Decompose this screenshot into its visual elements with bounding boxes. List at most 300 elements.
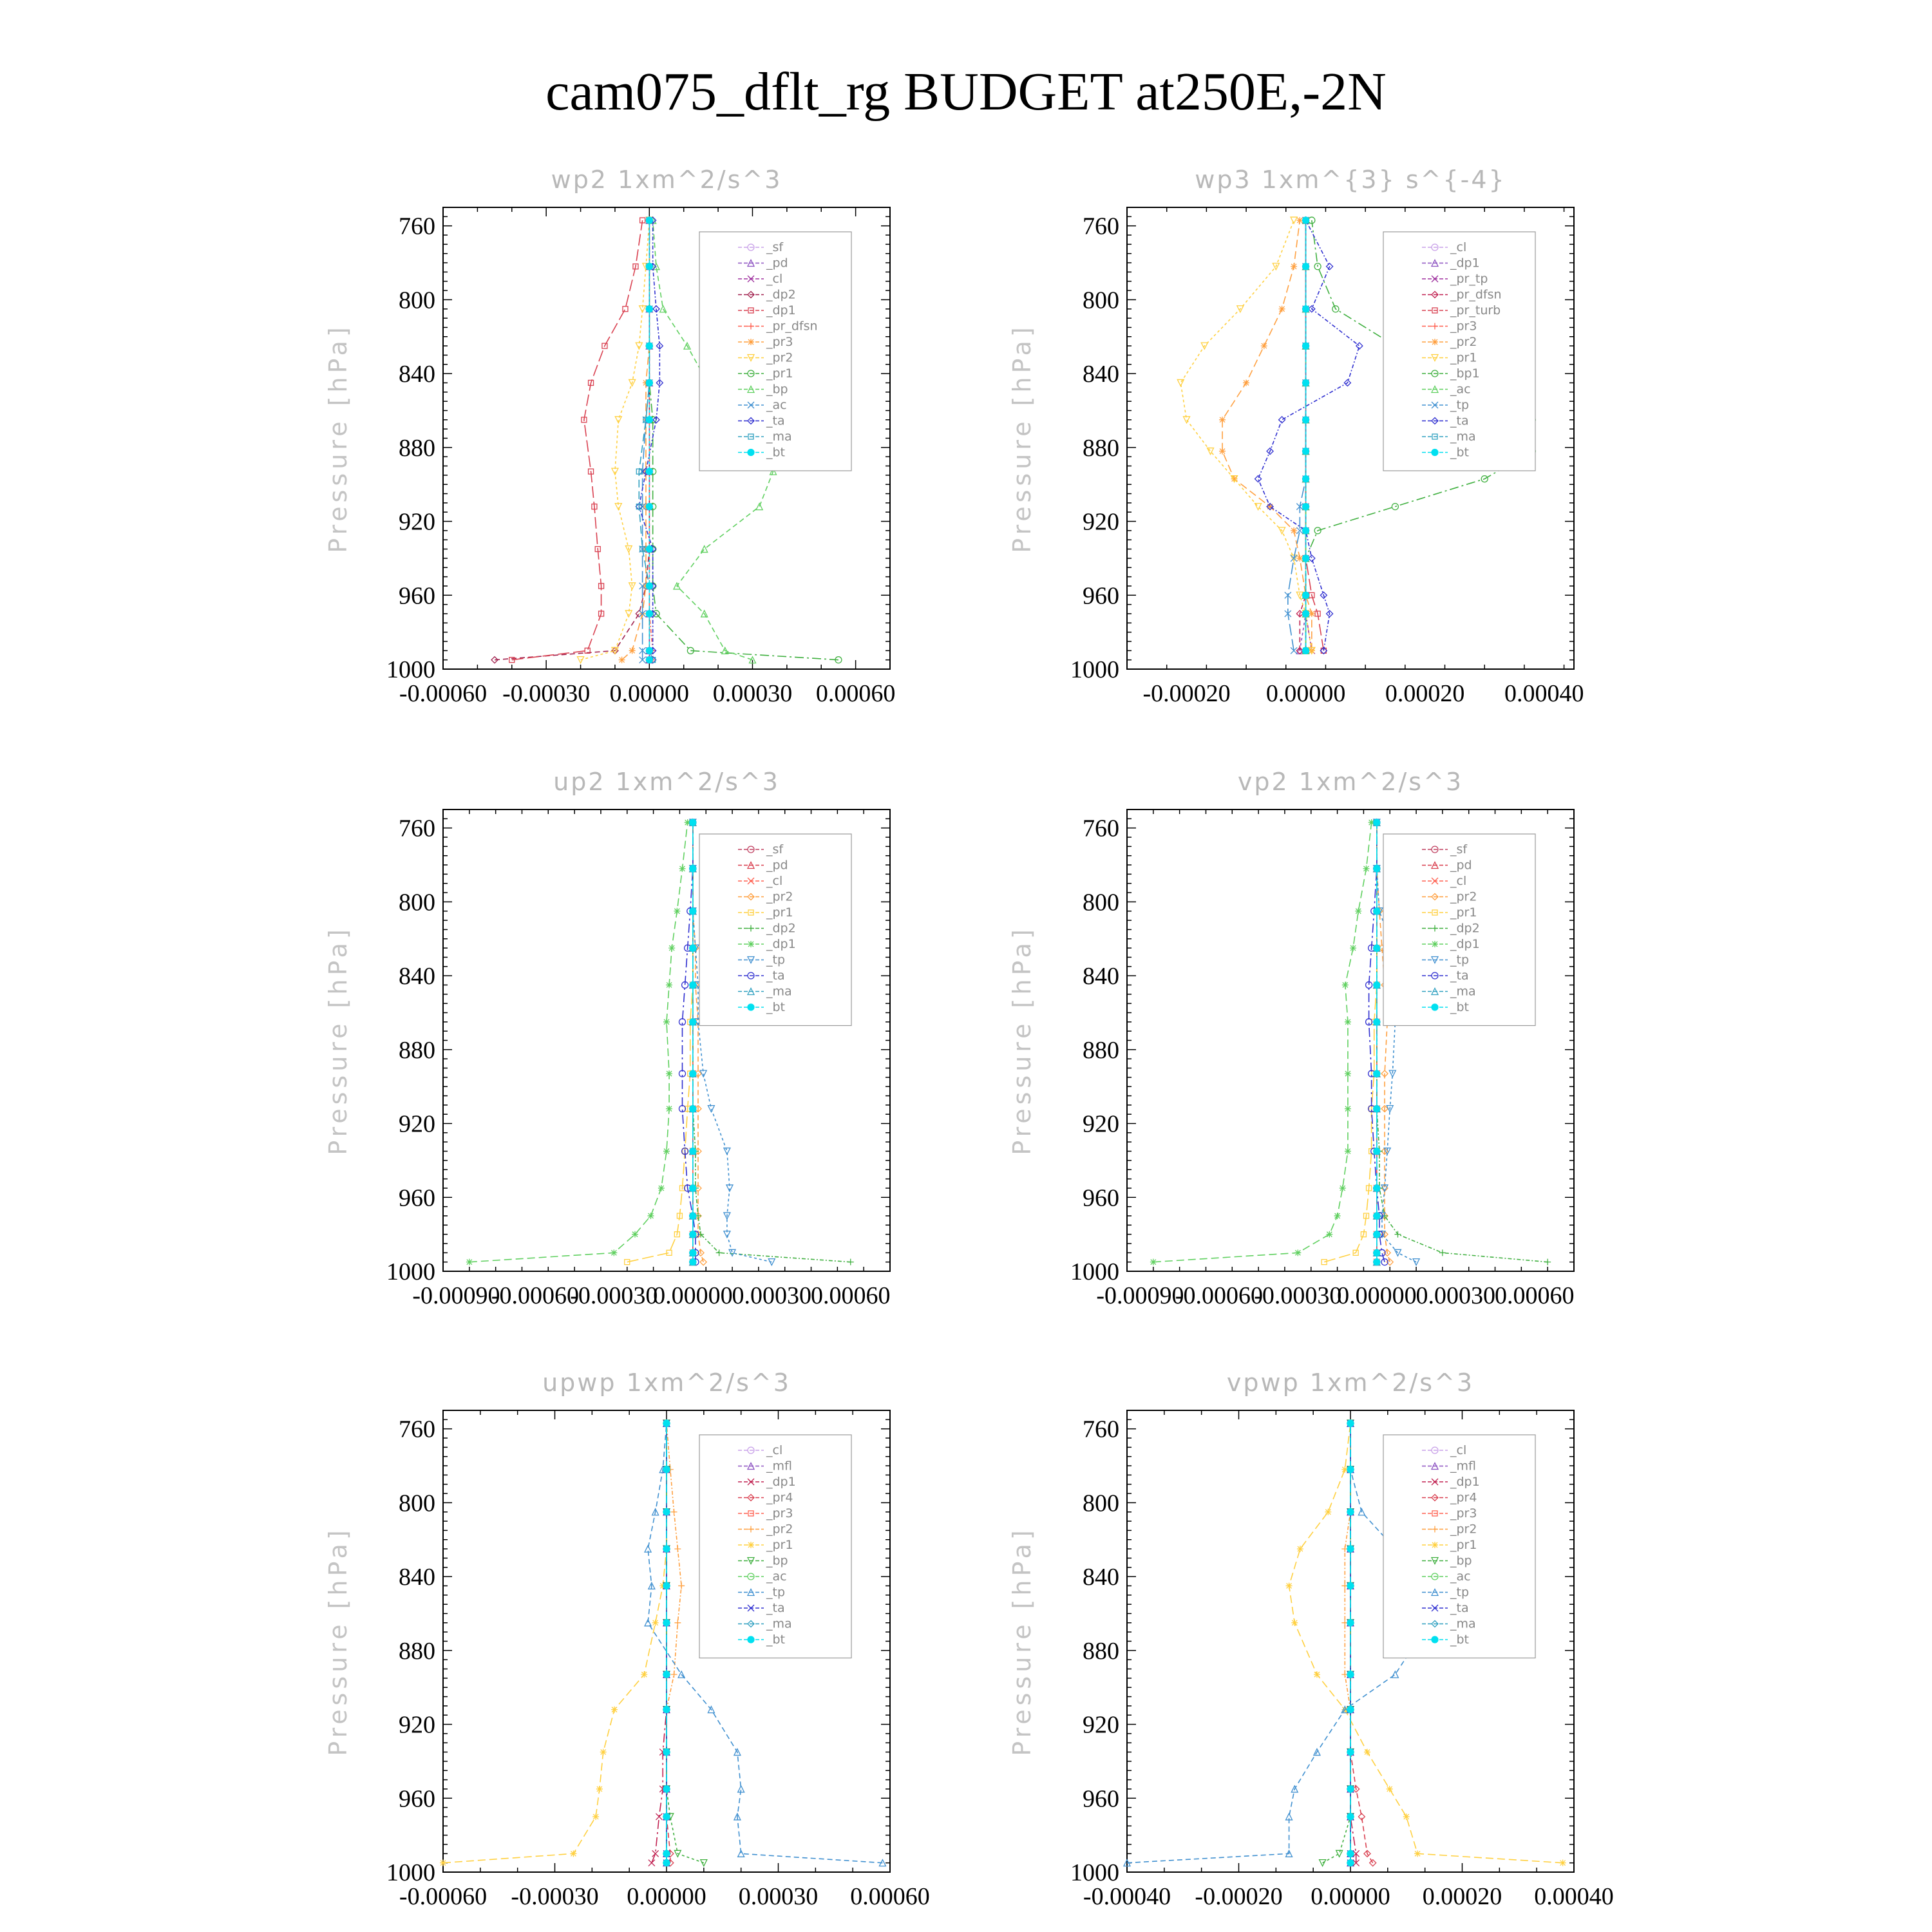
data-point [690, 1259, 696, 1265]
y-tick-label: 840 [399, 1564, 435, 1591]
y-tick-label: 1000 [1070, 656, 1119, 683]
data-point [641, 1671, 647, 1678]
data-point [663, 1420, 670, 1426]
series-line [627, 822, 693, 1262]
data-point [1374, 1249, 1380, 1256]
legend-label: _sf [766, 842, 784, 857]
legend-label: _pr_turb [1450, 303, 1501, 317]
data-point [663, 1620, 670, 1626]
data-point [592, 1814, 599, 1820]
data-point [652, 1620, 659, 1626]
y-tick-label: 880 [399, 1637, 435, 1665]
legend [699, 834, 851, 1026]
legend-label: _tp [766, 952, 786, 967]
legend-label: _sf [1450, 842, 1468, 857]
legend-label: _pr3 [766, 335, 793, 349]
data-point [611, 1707, 618, 1713]
data-point [1303, 448, 1309, 455]
data-point [1374, 1148, 1380, 1155]
data-point [1291, 1620, 1298, 1626]
legend-label: _cl [766, 272, 783, 286]
legend-label: _ac [1450, 382, 1471, 397]
legend-label: _pr1 [1450, 1538, 1477, 1552]
x-tick-label: 0.00030 [732, 1282, 812, 1309]
data-point [748, 1004, 754, 1010]
legend-label: _dp1 [766, 937, 796, 951]
data-point [1347, 1420, 1354, 1426]
x-tick-label: -0.00090 [412, 1282, 500, 1309]
data-point [663, 1582, 670, 1589]
series-pr2 [578, 217, 653, 663]
y-tick-label: 840 [1083, 1564, 1119, 1591]
data-point [716, 1249, 723, 1256]
legend-label: _ta [766, 413, 785, 428]
data-point [1374, 981, 1380, 988]
legend-label: _pr2 [766, 889, 793, 904]
legend-label: _pr4 [766, 1490, 793, 1505]
legend-label: _pr1 [766, 1538, 793, 1552]
data-point [1297, 1546, 1303, 1552]
data-point [690, 1019, 696, 1025]
legend-label: _tp [766, 1585, 786, 1600]
data-point [648, 1213, 654, 1219]
x-tick-label: 0.00020 [1422, 1883, 1502, 1910]
data-point [748, 941, 754, 947]
x-tick-label: 0.00000 [653, 1282, 733, 1309]
y-tick-label: 760 [399, 1416, 435, 1443]
legend-label: _pr4 [1450, 1490, 1477, 1505]
data-point [1303, 417, 1309, 423]
legend-label: _ta [1450, 969, 1469, 983]
legend-label: _pd [766, 858, 788, 873]
data-point [1279, 417, 1285, 423]
panel-title: wp2 1xm^2/s^3 [551, 166, 782, 194]
data-point [690, 1106, 696, 1112]
data-point [1291, 527, 1297, 534]
series-line [1350, 1423, 1356, 1863]
series-line [1153, 822, 1372, 1262]
data-point [596, 1786, 603, 1792]
data-point [1350, 945, 1356, 951]
data-point [1374, 1213, 1380, 1219]
data-point [1336, 1850, 1343, 1857]
legend-label: _ac [766, 1569, 787, 1584]
data-point [1394, 1249, 1401, 1256]
data-point [1340, 1185, 1346, 1191]
data-point [1347, 1671, 1354, 1678]
legend-label: _pd [1450, 858, 1472, 873]
data-point [1364, 1749, 1370, 1756]
x-tick-label: 0.00060 [815, 680, 896, 707]
data-point [748, 450, 754, 456]
data-point [1291, 263, 1297, 270]
legend-label: _pr3 [1450, 319, 1477, 334]
data-point [1374, 1259, 1380, 1265]
x-tick-label: -0.00030 [1254, 1282, 1342, 1309]
series-ta [1255, 217, 1363, 654]
data-point [671, 1671, 677, 1678]
x-tick-label: 0.00000 [1337, 1282, 1417, 1309]
data-point [1286, 1582, 1293, 1589]
data-point [1325, 1509, 1331, 1515]
data-point [748, 339, 754, 345]
legend-label: _ma [1450, 1616, 1476, 1631]
data-point [748, 1542, 754, 1548]
panels [324, 166, 1614, 1910]
data-point [649, 1860, 655, 1866]
data-point [1303, 592, 1309, 598]
y-tick-label: 960 [399, 1785, 435, 1813]
data-point [466, 1259, 473, 1265]
data-point [652, 1850, 659, 1857]
panel-4 [1008, 768, 1575, 1309]
data-point [656, 1814, 662, 1820]
data-point [1294, 1249, 1301, 1256]
y-tick-label: 1000 [386, 1859, 435, 1886]
series-pr1 [440, 1420, 670, 1866]
series-pr2 [1219, 217, 1315, 654]
panel-3 [324, 768, 891, 1309]
series-line [622, 220, 650, 660]
legend-label: _ta [1450, 413, 1469, 428]
series-line [1222, 220, 1312, 650]
data-point [1432, 1542, 1438, 1548]
x-tick-label: 0.00030 [1416, 1282, 1496, 1309]
y-tick-label: 800 [399, 889, 435, 916]
legend-label: _pr1 [1450, 905, 1477, 920]
data-point [646, 306, 652, 312]
data-point [690, 866, 696, 872]
data-point [1303, 306, 1309, 312]
legend-label: _bp [766, 382, 788, 397]
data-point [1347, 1546, 1354, 1552]
data-point [708, 1106, 714, 1112]
data-point [1403, 1814, 1410, 1820]
y-tick-label: 800 [1083, 287, 1119, 314]
data-point [1414, 1850, 1421, 1857]
legend-label: _pr2 [766, 1522, 793, 1537]
panel-title: vp2 1xm^2/s^3 [1237, 768, 1464, 796]
data-point [1303, 263, 1309, 270]
series-line [682, 822, 695, 1262]
series-line [1350, 1423, 1373, 1863]
legend-label: _ta [766, 969, 785, 983]
data-point [1432, 339, 1438, 345]
series-pr2 [1341, 1420, 1354, 1866]
data-point [690, 945, 696, 951]
y-tick-label: 840 [399, 361, 435, 388]
y-tick-label: 800 [399, 1490, 435, 1517]
data-point [1432, 1004, 1438, 1010]
series-line [1300, 220, 1305, 650]
data-point [1345, 1070, 1351, 1077]
x-tick-label: 0.00020 [1385, 680, 1465, 707]
data-point [1326, 1231, 1332, 1238]
data-point [619, 657, 625, 663]
legend-label: _ma [766, 430, 792, 444]
legend-label: _dp1 [1450, 937, 1480, 951]
data-point [1303, 647, 1309, 654]
data-point [1432, 450, 1438, 456]
legend-label: _tp [1450, 1585, 1470, 1600]
data-point [1347, 1786, 1354, 1792]
legend-label: _ma [1450, 984, 1476, 999]
x-tick-label: -0.00020 [1142, 680, 1231, 707]
legend-label: _ma [766, 984, 792, 999]
legend-label: _bt [1450, 445, 1470, 460]
data-point [1374, 1231, 1380, 1238]
data-point [623, 307, 628, 312]
data-point [663, 1466, 670, 1473]
y-tick-label: 920 [1083, 1711, 1119, 1739]
y-tick-label: 1000 [386, 656, 435, 683]
data-point [1314, 1671, 1320, 1678]
data-point [674, 1620, 681, 1626]
y-tick-label: 840 [1083, 963, 1119, 990]
data-point [1374, 1070, 1380, 1077]
data-point [1255, 476, 1262, 482]
data-point [1347, 1509, 1354, 1515]
legend-label: _bp [1450, 1553, 1472, 1568]
legend-label: _pr3 [766, 1506, 793, 1520]
data-point [1303, 504, 1309, 510]
legend-label: _bt [766, 1000, 786, 1014]
data-point [570, 1850, 576, 1857]
legend-label: _tp [1450, 398, 1470, 412]
panel-2 [1008, 166, 1584, 707]
data-point [632, 1231, 638, 1238]
legend [1383, 1435, 1535, 1658]
legend-label: _sf [766, 240, 784, 254]
data-point [1296, 555, 1303, 562]
series-line [581, 220, 650, 660]
data-point [1374, 1185, 1380, 1191]
data-point [1439, 1249, 1446, 1256]
data-point [600, 1749, 607, 1756]
legend-label: _bp1 [1450, 366, 1480, 381]
legend-label: _cl [1450, 1443, 1467, 1457]
y-axis-label: Pressure [hPa] [1008, 323, 1036, 553]
legend-label: _ac [1450, 1569, 1471, 1584]
x-tick-label: -0.00030 [502, 680, 591, 707]
series-pr1 [1177, 217, 1315, 654]
legend [699, 1435, 851, 1658]
data-point [1345, 1106, 1351, 1112]
series-bt [1374, 819, 1380, 1265]
series-pr3 [619, 217, 653, 663]
series-line [667, 1423, 704, 1863]
data-point [1432, 941, 1438, 947]
y-axis-label: Pressure [hPa] [1008, 925, 1036, 1155]
x-tick-label: -0.00060 [399, 1883, 488, 1910]
panel-title: upwp 1xm^2/s^3 [542, 1368, 791, 1397]
data-point [646, 263, 652, 270]
y-axis-label: Pressure [hPa] [324, 1526, 352, 1756]
data-point [1374, 819, 1380, 826]
data-point [674, 908, 680, 914]
data-point [646, 217, 652, 223]
data-point [1363, 866, 1369, 872]
data-point [663, 1707, 670, 1713]
data-point [1303, 343, 1309, 349]
data-point [663, 1786, 670, 1792]
data-point [1345, 1148, 1351, 1155]
data-point [1392, 1671, 1398, 1678]
y-tick-label: 1000 [1070, 1859, 1119, 1886]
y-tick-label: 760 [1083, 213, 1119, 240]
data-point [629, 647, 636, 654]
data-point [679, 866, 685, 872]
data-point [1303, 217, 1309, 223]
series-pr1 [625, 820, 696, 1265]
data-point [663, 1671, 670, 1678]
legend-label: _ma [1450, 430, 1476, 444]
data-point [611, 1249, 617, 1256]
legend-label: _pr_tp [1450, 272, 1488, 286]
series-line [1288, 220, 1306, 650]
data-point [1374, 866, 1380, 872]
data-point [1356, 343, 1363, 349]
y-tick-label: 760 [1083, 1416, 1119, 1443]
data-point [690, 1249, 696, 1256]
y-tick-label: 800 [1083, 1490, 1119, 1517]
data-point [1291, 217, 1297, 223]
series-line [1345, 1423, 1350, 1863]
y-axis-label: Pressure [hPa] [324, 323, 352, 553]
data-point [690, 1231, 696, 1238]
data-point [1347, 1749, 1354, 1756]
data-point [666, 981, 672, 988]
data-point [658, 1185, 665, 1191]
legend-label: _dp1 [766, 303, 796, 317]
data-point [1347, 1582, 1354, 1589]
data-point [1374, 1019, 1380, 1025]
legend-label: _ma [766, 1616, 792, 1631]
data-point [666, 1106, 672, 1112]
legend [1383, 834, 1535, 1026]
data-point [663, 1860, 670, 1866]
y-tick-label: 840 [1083, 361, 1119, 388]
data-point [663, 1749, 670, 1756]
y-tick-label: 1000 [1070, 1258, 1119, 1285]
y-tick-label: 840 [399, 963, 435, 990]
data-point [646, 379, 652, 386]
legend-label: _dp1 [766, 1475, 796, 1489]
data-point [663, 1546, 670, 1552]
legend-label: _pr3 [1450, 1506, 1477, 1520]
data-point [690, 819, 696, 826]
series-line [495, 220, 649, 660]
y-tick-label: 880 [1083, 434, 1119, 462]
series-line [667, 1423, 681, 1863]
legend-label: _pr2 [1450, 335, 1477, 349]
x-tick-label: 0.00030 [712, 680, 793, 707]
data-point [1303, 476, 1309, 482]
data-point [663, 1509, 670, 1515]
x-tick-label: 0.00000 [609, 680, 690, 707]
data-point [690, 1185, 696, 1191]
data-point [1374, 908, 1380, 914]
x-tick-label: -0.00060 [1175, 1282, 1263, 1309]
data-point [678, 1582, 685, 1589]
series-line [1324, 822, 1377, 1262]
data-point [1303, 379, 1309, 386]
y-tick-label: 1000 [386, 1258, 435, 1285]
series-line [1180, 220, 1312, 650]
data-point [690, 1070, 696, 1077]
y-tick-label: 960 [1083, 1785, 1119, 1813]
data-point [1560, 1860, 1566, 1866]
x-tick-label: -0.00030 [511, 1883, 599, 1910]
series-line [443, 1423, 667, 1863]
data-point [690, 1213, 696, 1219]
x-tick-label: -0.00060 [399, 680, 488, 707]
data-point [1345, 1019, 1351, 1025]
y-tick-label: 920 [399, 1110, 435, 1138]
data-point [1184, 417, 1190, 423]
data-point [1432, 1636, 1438, 1643]
x-tick-label: 0.00060 [811, 1282, 891, 1309]
y-tick-label: 920 [1083, 508, 1119, 536]
y-tick-label: 760 [399, 815, 435, 842]
legend-label: _bt [1450, 1633, 1470, 1647]
legend-label: _bt [766, 1633, 786, 1647]
data-point [663, 1814, 670, 1820]
data-point [1374, 945, 1380, 951]
x-tick-label: -0.00040 [1083, 1883, 1171, 1910]
y-tick-label: 880 [1083, 1637, 1119, 1665]
data-point [663, 1019, 670, 1025]
series-pr1 [1321, 820, 1379, 1265]
legend-label: _dp1 [1450, 1475, 1480, 1489]
series-line [667, 1423, 670, 1863]
y-tick-label: 960 [1083, 1184, 1119, 1212]
data-point [1374, 1106, 1380, 1112]
data-point [1347, 1860, 1354, 1866]
legend-label: _tp [1450, 952, 1470, 967]
data-point [1342, 981, 1349, 988]
y-tick-label: 800 [1083, 889, 1119, 916]
legend-label: _pr_dfsn [1450, 287, 1502, 302]
data-point [646, 468, 652, 475]
x-tick-label: 0.00000 [627, 1883, 706, 1910]
data-point [663, 1850, 670, 1857]
legend-label: _pr_dfsn [766, 319, 818, 334]
y-tick-label: 960 [399, 582, 435, 610]
panel-6 [1008, 1368, 1614, 1910]
x-tick-label: -0.00090 [1096, 1282, 1184, 1309]
series-bp [1320, 1420, 1354, 1866]
legend-label: _pr2 [1450, 889, 1477, 904]
y-tick-label: 920 [399, 1711, 435, 1739]
data-point [1303, 527, 1309, 534]
panel-title: wp3 1xm^{3} s^{-4} [1195, 166, 1506, 194]
x-tick-label: -0.00030 [570, 1282, 658, 1309]
y-tick-label: 880 [1083, 1036, 1119, 1064]
legend-label: _pr1 [1450, 350, 1477, 365]
legend-label: _pr1 [766, 905, 793, 920]
x-tick-label: 0.00060 [1495, 1282, 1575, 1309]
data-point [1355, 908, 1361, 914]
legend-label: _dp1 [1450, 256, 1480, 270]
data-point [646, 417, 652, 423]
x-tick-label: 0.00040 [1534, 1883, 1614, 1910]
legend-label: _bp [766, 1553, 788, 1568]
data-point [690, 1148, 696, 1155]
data-point [671, 1509, 677, 1515]
data-point [1150, 1259, 1157, 1265]
x-tick-label: 0.00040 [1504, 680, 1584, 707]
